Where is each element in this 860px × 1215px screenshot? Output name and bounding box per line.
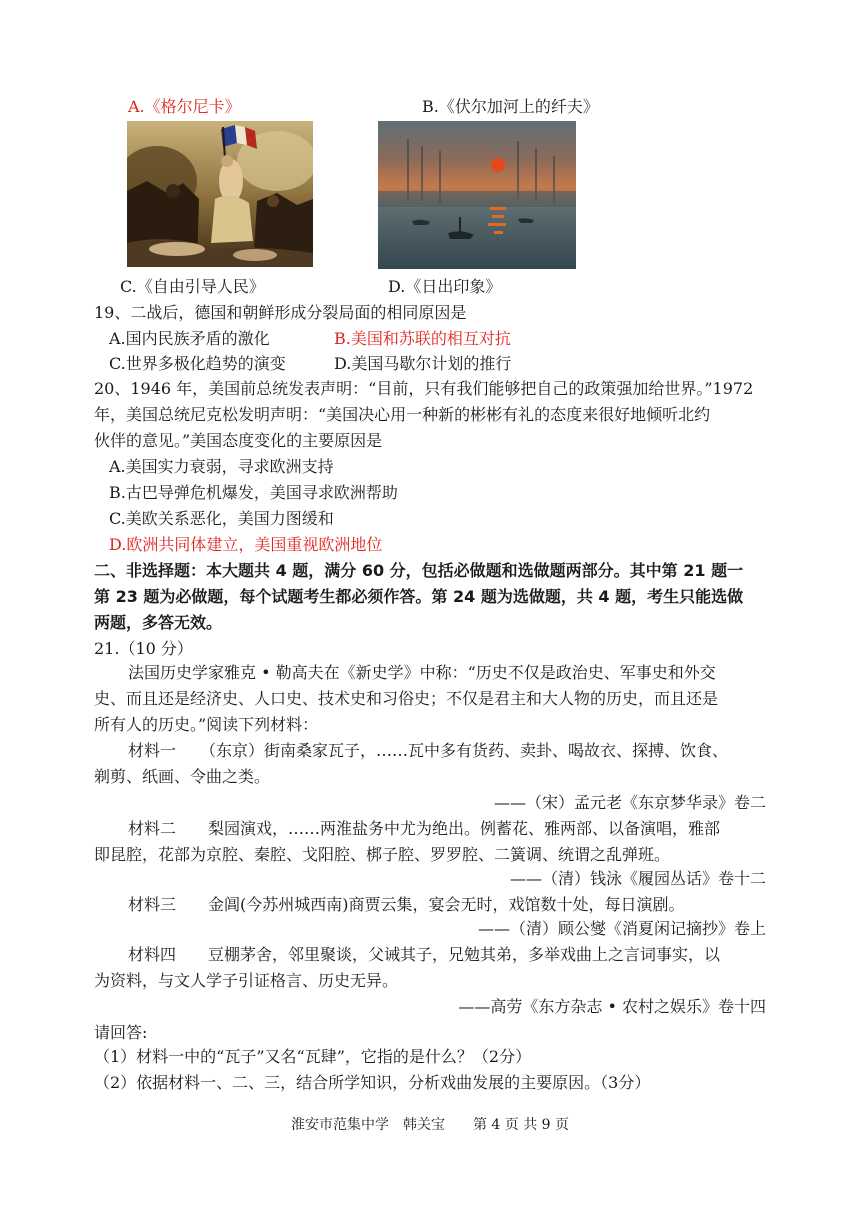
question-19-stem: 19、二战后，德国和朝鲜形成分裂局面的相同原因是 <box>94 303 467 322</box>
q21-intro-line3: 所有人的历史。”阅读下列材料： <box>94 715 319 734</box>
please-answer-label: 请回答: <box>94 1023 148 1042</box>
q21-subquestion-2: （2）依据材料一、二、三，结合所学知识，分析戏曲发展的主要原因。（3分） <box>94 1073 651 1092</box>
question-21-header: 21.（10 分） <box>94 639 193 658</box>
material-3-source: ——（清）顾公燮《消夏闲记摘抄》卷上 <box>477 919 766 938</box>
q20-option-c: C.美欧关系恶化，美国力图缓和 <box>109 509 334 528</box>
section-2-heading-line2: 第 23 题为必做题，每个试题考生都必须作答。第 24 题为选做题，共 4 题，考生只能选做 <box>94 587 744 606</box>
material-1-line1: 材料一 （东京）街南桑家瓦子，……瓦中多有货药、卖卦、喝故衣、探搏、饮食、 <box>128 741 729 760</box>
option-c-liberty-leading: C.《自由引导人民》 <box>120 277 265 296</box>
material-4-line1: 材料四 豆棚茅舍，邻里聚谈，父诫其子，兄勉其弟，多举戏曲上之言词事实，以 <box>128 945 721 964</box>
option-a-guernica: A.《格尔尼卡》 <box>128 97 241 116</box>
material-2-line1: 材料二 梨园演戏，……两淮盐务中尤为绝出。例蓄花、雅两部、以备演唱，雅部 <box>128 819 721 838</box>
question-20-stem-line3: 伙伴的意见。”美国态度变化的主要原因是 <box>94 431 383 450</box>
q21-intro-line1: 法国历史学家雅克 • 勒高夫在《新史学》中称：“历史不仅是政治史、军事史和外交 <box>128 663 716 682</box>
q19-option-c: C.世界多极化趋势的演变 <box>109 354 286 373</box>
section-2-heading-line3: 两题，多答无效。 <box>94 613 223 632</box>
material-2-source: ——（清）钱泳《履园丛话》卷十二 <box>509 869 766 888</box>
material-2-line2: 即昆腔，花部为京腔、秦腔、戈阳腔、梆子腔、罗罗腔、二簧调、统谓之乱弹班。 <box>94 845 671 864</box>
material-4-source: ——高劳《东方杂志 • 农村之娱乐》卷十四 <box>458 997 766 1016</box>
q21-intro-line2: 史、而且还是经济史、人口史、技术史和习俗史；不仅是君主和大人物的历史，而且还是 <box>94 689 719 708</box>
option-b-volga-boatmen: B.《伏尔加河上的纤夫》 <box>422 97 599 116</box>
material-1-line2: 剃剪、纸画、令曲之类。 <box>94 767 271 786</box>
painting-impression-sunrise <box>378 121 576 269</box>
q20-option-b: B.古巴导弹危机爆发，美国寻求欧洲帮助 <box>109 483 398 502</box>
section-2-heading-line1: 二、非选择题：本大题共 4 题，满分 60 分，包括必做题和选做题两部分。其中第 21 题一 <box>94 561 744 580</box>
material-3-line1: 材料三 金阊(今苏州城西南)商贾云集，宴会无时，戏馆数十处，每日演剧。 <box>128 895 685 914</box>
option-d-impression-sunrise: D.《日出印象》 <box>388 277 502 296</box>
material-1-source: ——（宋）孟元老《东京梦华录》卷二 <box>493 793 766 812</box>
material-4-line2: 为资料，与文人学子引证格言、历史无异。 <box>94 971 399 990</box>
q19-option-a: A.国内民族矛盾的激化 <box>109 329 270 348</box>
question-20-stem-line2: 年，美国总统尼克松发明声明：“美国决心用一种新的彬彬有礼的态度来很好地倾听北约 <box>94 405 711 424</box>
question-20-stem-line1: 20、1946 年，美国前总统发表声明：“目前，只有我们能够把自己的政策强加给世界。”1972 <box>94 379 754 398</box>
q19-option-b-answer: B.美国和苏联的相互对抗 <box>334 329 511 348</box>
q19-option-d: D.美国马歇尔计划的推行 <box>334 354 512 373</box>
painting-liberty-leading-the-people <box>127 121 313 267</box>
q20-option-d-answer: D.欧洲共同体建立，美国重视欧洲地位 <box>109 535 383 554</box>
q21-subquestion-1: （1）材料一中的“瓦子”又名“瓦肆”，它指的是什么？（2分） <box>94 1047 532 1066</box>
q20-option-a: A.美国实力衰弱，寻求欧洲支持 <box>109 457 334 476</box>
page-footer: 淮安市范集中学 韩关宝 第 4 页 共 9 页 <box>290 1117 570 1133</box>
